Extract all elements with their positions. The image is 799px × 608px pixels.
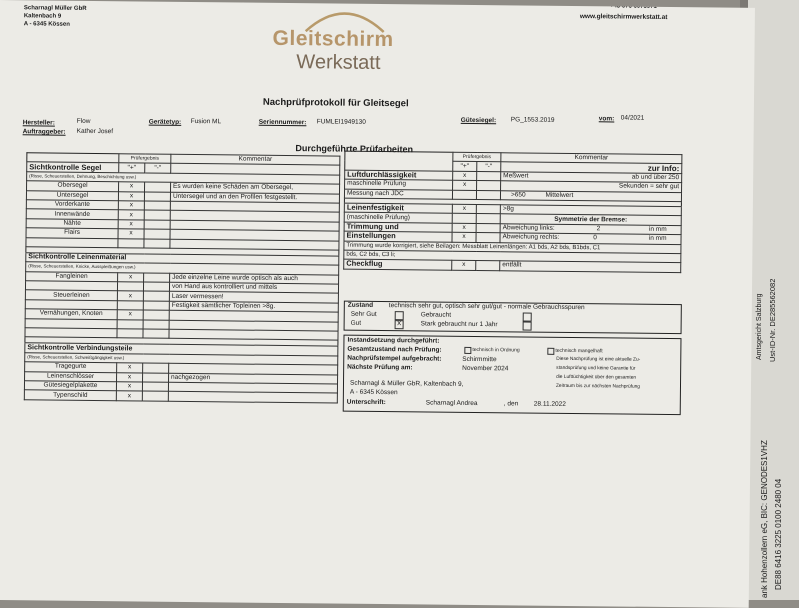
mark-leinenschloesser: x: [117, 372, 143, 382]
hersteller-value: Flow: [76, 117, 91, 125]
row-untersegel: Untersegel: [26, 190, 118, 200]
in-ordnung-checkbox: [464, 347, 471, 354]
datum-value: 28.11.2022: [533, 400, 566, 408]
mark-tragegurte: x: [117, 363, 143, 373]
unit-rechts: in mm: [648, 235, 667, 243]
row-flairs: Flairs: [26, 228, 118, 238]
leinen-title: Sichtkontrolle Leinenmaterial: [26, 253, 339, 266]
stempel-value: Schirmmitte: [462, 355, 497, 364]
side-text-vat: Ust-ID-Nr. DE285562082: [768, 278, 777, 362]
right-hdr-plus: "+": [453, 162, 477, 172]
company-line-3: A - 6345 Kössen: [23, 21, 70, 28]
comment-obersegel: Es wurden keine Schäden am Obersegel,: [171, 182, 340, 193]
sehr-gut-checkbox: [395, 311, 404, 320]
logo-line-1: Gleitschirm: [272, 26, 394, 52]
leinenfestigkeit-mark: x: [452, 204, 476, 214]
info-1: ab und über 250: [631, 173, 680, 182]
right-hdr-result: Prüfergebnis: [453, 152, 501, 162]
vom-value: 04/2021: [620, 114, 645, 122]
row-obersegel: Obersegel: [27, 181, 119, 191]
leinen-sub: (Risse, Scheuerstellen, Knicke, Ausspleißungen usw.): [26, 262, 339, 275]
left-hdr-result: Prüfergebnis: [119, 154, 171, 164]
guetesiegel-label: Gütesiegel:: [460, 116, 497, 125]
stempel-label: Nachprüfstempel aufgebracht:: [347, 354, 442, 363]
left-hdr-plus: "+": [119, 163, 145, 173]
mark-vorderkante: x: [118, 201, 144, 211]
disclaimer-2: standsprüfung und keine Garantie für: [556, 365, 636, 372]
row-naehte: Nähte: [26, 219, 118, 229]
document-title: Nachprüfprotokoll für Gleitsegel: [262, 96, 409, 110]
geraetetyp-value: Fusion ML: [190, 118, 222, 126]
trimmung-mark-1: x: [452, 223, 476, 233]
abw-links-label: Abweichung links:: [502, 224, 555, 232]
symmetrie-label: Symmetrie der Bremse:: [500, 214, 681, 225]
trimm-note-2: bds, C2 bds, C3 li;: [344, 250, 681, 263]
mark-vernaehungen: x: [117, 310, 143, 320]
messwert-label: Meßwert: [503, 172, 529, 180]
trimmung-title-2: Einstellungen: [344, 231, 452, 242]
gesamtzustand-label: Gesamtzustand nach Prüfung:: [347, 345, 442, 354]
abw-links-value: 2: [596, 225, 601, 233]
checkflug-label: Checkflug: [344, 259, 452, 270]
left-hdr-comment: Kommentar: [171, 154, 340, 165]
gut-label: Gut: [350, 319, 362, 327]
checkflug-mark: x: [452, 261, 476, 271]
unit-links: in mm: [648, 225, 667, 233]
mark-obersegel: x: [119, 182, 145, 192]
leinenfestigkeit-value: >8g: [500, 205, 681, 216]
segel-sub: (Risse, Scheuerstellen, Dehnung, Beschichtung usw.): [27, 172, 340, 185]
right-hdr-comment: Kommentar: [501, 153, 682, 164]
luft-line-2: maschinelle Prüfung: [345, 179, 453, 190]
luft-mark-2: x: [453, 180, 477, 190]
mark-steuerleinen: x: [117, 291, 143, 301]
trimmung-title: Trimmung und: [344, 222, 452, 233]
row-guetesiegelplakette: Gütesiegelplakette: [24, 381, 116, 391]
right-check-table: [343, 151, 682, 273]
row-typenschild: Typenschild: [24, 390, 116, 400]
mark-typenschild: x: [116, 391, 142, 401]
row-steuerleinen: Steuerleinen: [25, 290, 117, 300]
unterschrift-value: Scharnagl Andrea: [425, 399, 478, 408]
gut-checkbox: X: [395, 320, 404, 329]
disclaimer-3: die Lufttüchtigkeit über den gesamten: [556, 374, 637, 381]
comment-fangleinen-2: von Hand aus kontrolliert und mittels: [169, 282, 338, 293]
mittelwert-label: Mittelwert: [545, 191, 574, 199]
company-line-1: Scharnagl Müller GbR: [23, 5, 87, 12]
mark-guetesiegelplakette: x: [116, 382, 142, 392]
auftraggeber-label: Auftraggeber:: [22, 128, 66, 136]
vom-label: vom:: [598, 115, 615, 123]
checkflug-value: entfällt: [500, 261, 681, 272]
zur-info: zur Info:: [501, 162, 682, 173]
in-ordnung-label: technisch in Ordnung: [472, 346, 520, 354]
mangelhaft-checkbox: [547, 348, 554, 355]
left-hdr-minus: "-": [145, 163, 171, 173]
guetesiegel-value: PG_1553.2019: [510, 116, 555, 124]
leinenfestigkeit-title: Leinenfestigkeit: [344, 203, 452, 214]
stark-gebraucht-label: Stark gebraucht nur 1 Jahr: [420, 320, 498, 329]
company-line-2: Kaltenbach 9: [23, 13, 62, 20]
abw-rechts-label: Abweichung rechts:: [502, 233, 560, 242]
website: www.gleitschirmwerkstatt.at: [579, 13, 668, 21]
adjacent-page: [748, 0, 799, 600]
trimmung-mark-2: x: [452, 232, 476, 242]
section-title: Durchgeführte Prüfarbeiten: [295, 143, 414, 155]
abw-rechts-value: 0: [593, 234, 597, 242]
unterschrift-label: Unterschrift:: [346, 398, 386, 407]
naechste-label: Nächste Prüfung am:: [347, 363, 413, 372]
instandsetzung-box: [343, 335, 682, 416]
seriennummer-label: Seriennummer:: [258, 118, 307, 127]
segel-title: Sichtkontrolle Segel: [27, 162, 119, 172]
luft-line-3: Messung nach JDC: [344, 189, 452, 200]
verbindung-title: Sichtkontrolle Verbindungsteile: [25, 343, 338, 356]
leinenfestigkeit-sub: (maschinelle Prüfung): [344, 212, 452, 223]
comment-steuerleinen-2: Festigkeit sämtlicher Topleinen >8g.: [169, 301, 338, 312]
row-innenwaende: Innenwände: [26, 209, 118, 219]
disclaimer-4: Zeitraum bis zur nächsten Nachprüfung: [555, 383, 641, 390]
left-check-table: [24, 152, 341, 403]
mark-innenwaende: x: [118, 210, 144, 220]
luft-mark-1: x: [453, 171, 477, 181]
instand-title: Instandsetzung durchgeführt:: [347, 336, 440, 345]
luft-title: Luftdurchlässigkeit: [345, 170, 453, 181]
side-text-court: Amtsgericht Salzburg: [756, 293, 763, 360]
trimm-note-1: Trimmung wurde korrigiert, siehe Beilagen: Messblatt Leinenlängen: A1 bds, A2 bds, B1bds, C1: [344, 241, 681, 254]
comment-leinenschloesser: nachgezogen: [169, 373, 338, 384]
mark-flairs: x: [118, 229, 144, 239]
comment-untersegel: Untersegel und an den Profilen festgestellt.: [170, 192, 339, 203]
comment-fangleinen-1: Jede einzelne Leine wurde optisch als auch: [170, 273, 339, 284]
side-text-iban: DE88 6416 3225 0100 2480 04: [774, 478, 783, 590]
side-text-bank: ank Hohenzollern eG, BIC: GENODES1VHZ: [760, 440, 769, 598]
mark-fangleinen: x: [118, 272, 144, 282]
zustand-text: technisch sehr gut, optisch sehr gut/gut - normale Gebrauchsspuren: [388, 302, 585, 312]
zustand-label: Zustand: [347, 301, 374, 309]
verbindung-sub: (Risse, Scheuerstellen, Schweißgängigkeit usw.): [25, 353, 338, 366]
hersteller-label: Hersteller:: [22, 119, 55, 127]
auftraggeber-value: Kather Josef: [76, 127, 114, 136]
den-label: , den: [503, 400, 519, 408]
zustand-box: [344, 301, 682, 335]
mangelhaft-label: technisch mangelhaft: [555, 347, 603, 355]
seriennummer-value: FUMLEI1949130: [316, 118, 366, 126]
logo-line-2: Werkstatt: [296, 51, 381, 74]
gebraucht-checkbox: [523, 312, 532, 321]
row-vernaehungen: Vernähungen, Knoten: [25, 309, 117, 319]
row-vorderkante: Vorderkante: [26, 200, 118, 210]
right-hdr-minus: "-": [477, 162, 501, 172]
row-leinenschloesser: Leinenschlösser: [25, 371, 117, 381]
info-2: Sekunden = sehr gut: [618, 182, 680, 191]
disclaimer-1: Diese Nachprüfung ist eine aktuelle Zu-: [556, 356, 641, 363]
mark-naehte: x: [118, 219, 144, 229]
company-addr-2: A - 6345 Kössen: [349, 388, 398, 397]
stark-gebraucht-checkbox: [523, 321, 532, 330]
row-tragegurte: Tragegurte: [25, 362, 117, 372]
company-addr-1: Scharnagl & Müller GbR, Kaltenbach 9,: [349, 379, 464, 388]
sehr-gut-label: Sehr Gut: [350, 310, 377, 318]
phone: +43 676 6075971: [609, 3, 657, 10]
naechste-value: November 2024: [462, 364, 509, 373]
comment-steuerleinen-1: Laser vermessen!: [169, 292, 338, 303]
gebraucht-label: Gebraucht: [420, 311, 452, 319]
row-fangleinen: Fangleinen: [26, 271, 118, 281]
geraetetyp-label: Gerätetyp:: [148, 118, 182, 126]
messwert-value: >650: [510, 191, 526, 199]
mark-untersegel: x: [118, 191, 144, 201]
